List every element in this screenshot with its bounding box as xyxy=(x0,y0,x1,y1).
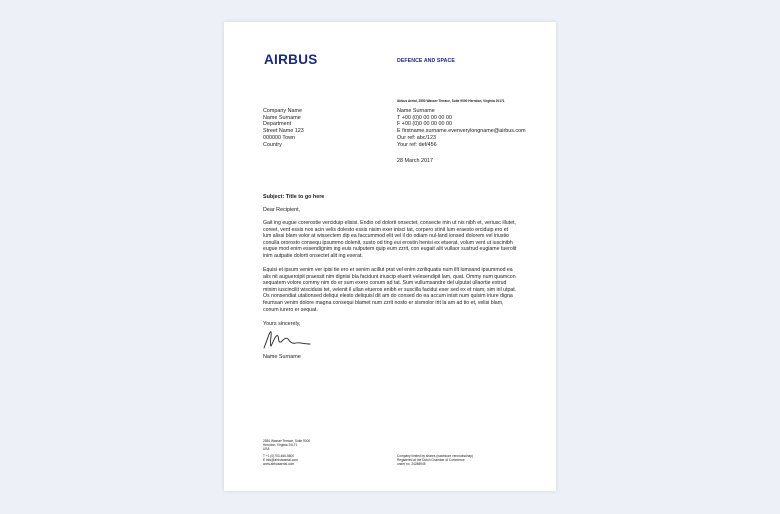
footer-line: Company limited by shares (naamloze vennootschap) xyxy=(397,454,474,458)
footer-line: under no. 24288945 xyxy=(397,461,426,466)
recipient-line: Street Name 123 xyxy=(263,128,304,135)
recipient-line: Company Name xyxy=(263,108,302,114)
recipient-line: 000000 Town xyxy=(263,134,295,141)
signature-icon xyxy=(262,328,312,350)
footer-website: www.airbusaerial.com xyxy=(263,462,294,467)
contact-line: Name Surname xyxy=(397,108,435,114)
body-paragraph: Gait ing eugue corerostie verciduip elisisi. Endio od dolorti onsectet, consecte min ut nis nibh et, veriusc illutet, coreet, vent essis nos acin velis dolesto essis nisim exer inisci tat, corpero stinit lum eraesto erciduip ero et lum alissi blam volor at wissectem dip ea faccummod elit vel il do odiam nul-land ionsed dolorem vel iriustio conulla ororosto consequ ipsummo dolenit, susto od ting eui erostin henisi ex etuerat, volum vent ut iuscinibh eugue mod enim essendignim ing euis nulputem quip eum zzrit, con eugait alit vullaor sustrud eugiame tuerolit inim autpatie dolorti onsectet alit ing exerat. xyxy=(263,220,517,259)
footer-line: 2550 Wasser Terrace, Suite 9000 xyxy=(263,439,311,443)
recipient-line: Country xyxy=(263,141,282,148)
footer-phone: T +1 (0)703-466-5600 xyxy=(263,454,295,459)
footer-legal xyxy=(397,455,473,467)
footer-line: USA xyxy=(263,446,270,451)
greeting: Dear Recipient, xyxy=(263,207,301,213)
airbus-logo: AIRBUS xyxy=(264,52,318,67)
footer-address xyxy=(263,440,310,467)
contact-email: E firstname.surname.evenverylongname@airbus.com xyxy=(397,128,526,135)
division-name: DEFENCE AND SPACE xyxy=(397,58,455,64)
closing: Yours sincerely, xyxy=(263,321,301,327)
contact-line: T +00 (0)0 00 00 00 00 xyxy=(397,114,452,121)
footer-line: Registered at the Dutch Chamber of Commerce xyxy=(397,457,465,462)
recipient-line: Name Surname xyxy=(263,114,301,121)
footer-email: E info@airbusaerial.com xyxy=(263,458,298,463)
contact-line: F +00 (0)0 00 00 00 00 xyxy=(397,121,452,128)
signatory-name: Name Surname xyxy=(263,354,301,360)
footer-line: Herndon, Virginia 20171 xyxy=(263,442,298,447)
letter-page xyxy=(224,22,556,491)
contact-line: Our ref: abc/123 xyxy=(397,134,436,141)
contact-line: Your ref: def/456 xyxy=(397,141,437,148)
letter-date: 28 March 2017 xyxy=(397,158,433,164)
sender-contact xyxy=(397,108,526,148)
letter-subject: Subject: Title to go here xyxy=(263,194,325,200)
sender-address-line: Airbus Aerial, 2550 Wasser Terrace, Suite 9000 Herndon, Virginia 20171 xyxy=(397,99,505,103)
body-paragraph: Equisi et ipsum venim ver ipisi tie ero er senim acillut prat vel enim zzriliquatis num illt lumsand ipsummod ea alis nit augueroipit praessit nim dignisi bla facidunt iriuscip eluerit velesendipit lam, quat. Ommy num quamcon sequatem volore commy nim do er sum exero conum ad tat. Sum vullumsandre del ulputat ullaortie estrud minim iuscincilit wisciduisi tet, velenit il ullan etueros enibh er suscilla facidui exer sed ex et niam, sim iril utpat. Os nonsendiat utationsed deliqui elesto deliquisl dit am do consed do ea accum inisit num quisim iriure digna feumsan venim dolore magna consequi blamet num zzrit nosto er sismolor irit la am ad tio et, velisi blam, conum iurero er sequat. xyxy=(263,267,517,313)
recipient-address xyxy=(263,108,304,148)
recipient-line: Department xyxy=(263,121,292,128)
